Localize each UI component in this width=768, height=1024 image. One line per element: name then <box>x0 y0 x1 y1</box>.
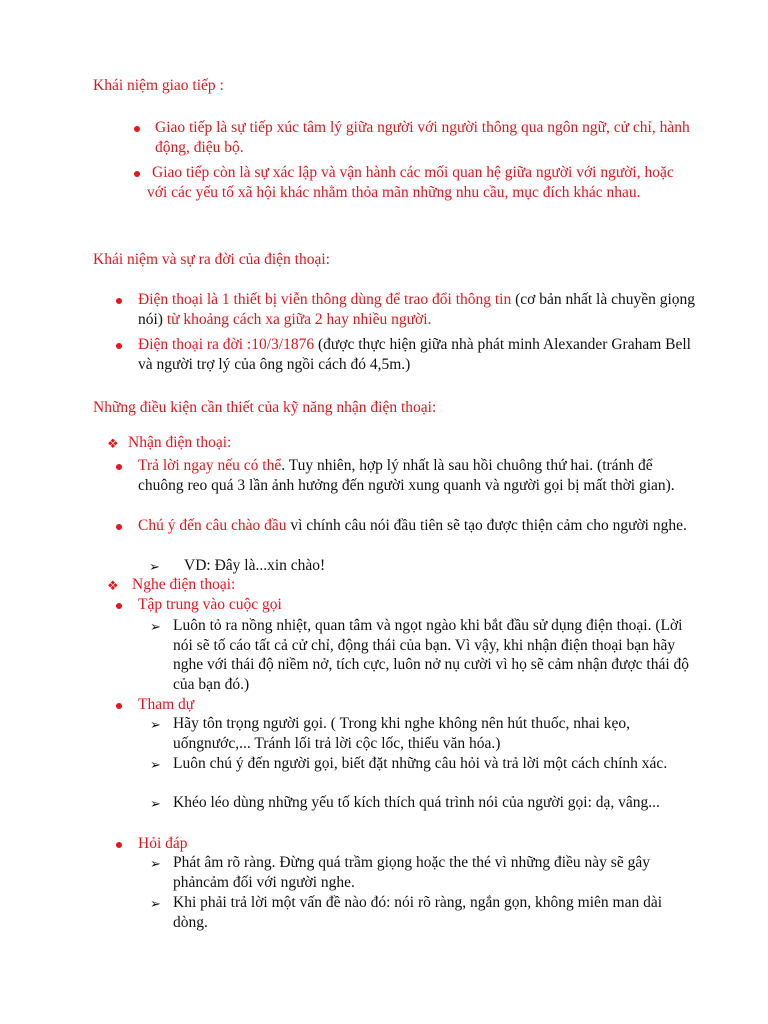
arrow-bullet-icon: ➢ <box>150 757 161 772</box>
bullet-icon <box>116 464 122 470</box>
bullet-text-black: vì chính câu nói đầu tiên sẽ tạo được thiện cảm cho người nghe. <box>286 517 687 534</box>
arrow-bullet-icon: ➢ <box>150 896 161 911</box>
arrow-item-text: Khéo léo dùng những yếu tố kích thích quá trình nói của người gọi: dạ, vâng... <box>173 794 660 811</box>
bullet-text: Giao tiếp là sự tiếp xúc tâm lý giữa người với người thông qua ngôn ngữ, cử chỉ, hành động, điệu bộ. <box>155 119 690 156</box>
bullet-text <box>138 290 696 329</box>
section-heading-telephone: Khái niệm và sự ra đời của điện thoại: <box>93 251 330 268</box>
subsection-label: Nhận điện thoại: <box>128 434 232 451</box>
subsection-label: Nghe điện thoại: <box>132 576 236 593</box>
bullet-icon <box>116 524 122 530</box>
bullet-text-black: . Tuy nhiên, hợp lý nhất là sau hồi chuông thứ hai. (tránh để chuông reo quá 3 lần ảnh hưởng đến người xung quanh và người gọi bị mất thời gian). <box>138 457 675 494</box>
bullet-icon <box>116 842 122 848</box>
arrow-item-text: Luôn chú ý đến người gọi, biết đặt những câu hỏi và trả lời một cách chính xác. <box>173 755 668 772</box>
bullet-text-black: (cơ bản nhất là chuyền giọng nói) <box>138 291 696 328</box>
bullet-icon <box>134 171 140 177</box>
star-bullet-icon: ❖ <box>107 436 119 451</box>
arrow-bullet-icon: ➢ <box>150 717 161 732</box>
arrow-item-text: Phát âm rõ ràng. Đừng quá trầm giọng hoặc the thé vì những điều này sẽ gây phảncảm đối với người nghe. <box>173 854 650 891</box>
arrow-bullet-icon: ➢ <box>150 856 161 871</box>
bullet-text <box>138 516 696 536</box>
bullet-text-red: Điện thoại là 1 thiết bị viễn thông dùng để trao đổi thông tin <box>138 291 512 308</box>
bullet-text-red: Điện thoại ra đời :10/3/1876 <box>138 336 315 353</box>
bullet-icon <box>116 343 122 349</box>
bullet-icon <box>116 298 122 304</box>
bullet-text-red: từ khoảng cách xa giữa 2 hay nhiều người. <box>162 310 432 328</box>
bullet-text <box>138 335 696 374</box>
arrow-bullet-icon: ➢ <box>150 619 161 634</box>
arrow-item-text: Khi phải trả lời một vấn đề nào đó: nói rõ ràng, ngắn gọn, không miên man dài dòng. <box>173 894 663 931</box>
bullet-icon <box>116 703 122 709</box>
bullet-icon <box>116 603 122 609</box>
bullet-text-red: Chú ý đến câu chào đầu <box>138 517 287 534</box>
group-title: Tham dự <box>138 696 195 713</box>
group-title: Hỏi đáp <box>138 835 188 852</box>
arrow-bullet-icon: ➢ <box>149 559 160 574</box>
group-title: Tập trung vào cuộc gọi <box>138 596 282 613</box>
arrow-item-text: Hãy tôn trọng người gọi. ( Trong khi nghe không nên hút thuốc, nhai kẹo, uốngnước,... Tránh lối trả lời cộc lốc, thiếu văn hóa.) <box>173 715 631 752</box>
arrow-item-text: Luôn tỏ ra nồng nhiệt, quan tâm và ngọt ngào khi bắt đầu sử dụng điện thoại. (Lời nói sẽ tố cáo tất cả cử chỉ, động thái của bạn. Vì vậy, khi nhận điện thoại bạn hãy nghe với thái độ niềm nở, tích cực, luôn nở nụ cười vì họ sẽ cảm nhận được thái độ của bạn đó.) <box>173 617 690 693</box>
bullet-text-black: (được thực hiện giữa nhà phát minh Alexander Graham Bell và người trợ lý của ông ngồi cách đó 4,5m.) <box>138 336 691 373</box>
bullet-text: Giao tiếp còn là sự xác lập và vận hành các mối quan hệ giữa người với người, hoặc với các yếu tố xã hội khác nhằm thỏa mãn những nhu cầu, mục đích khác nhau. <box>147 164 674 201</box>
bullet-icon <box>134 126 140 132</box>
bullet-text-red: Trả lời ngay nếu có thể <box>138 457 282 474</box>
bullet-text <box>138 456 696 495</box>
section-heading-communication: Khái niệm giao tiếp : <box>93 77 224 94</box>
example-text: VD: Đây là...xin chào! <box>184 557 326 574</box>
star-bullet-icon: ❖ <box>107 578 119 593</box>
arrow-bullet-icon: ➢ <box>150 796 161 811</box>
section-heading-skills: Những điều kiện cần thiết của kỹ năng nhận điện thoại: <box>93 399 437 416</box>
